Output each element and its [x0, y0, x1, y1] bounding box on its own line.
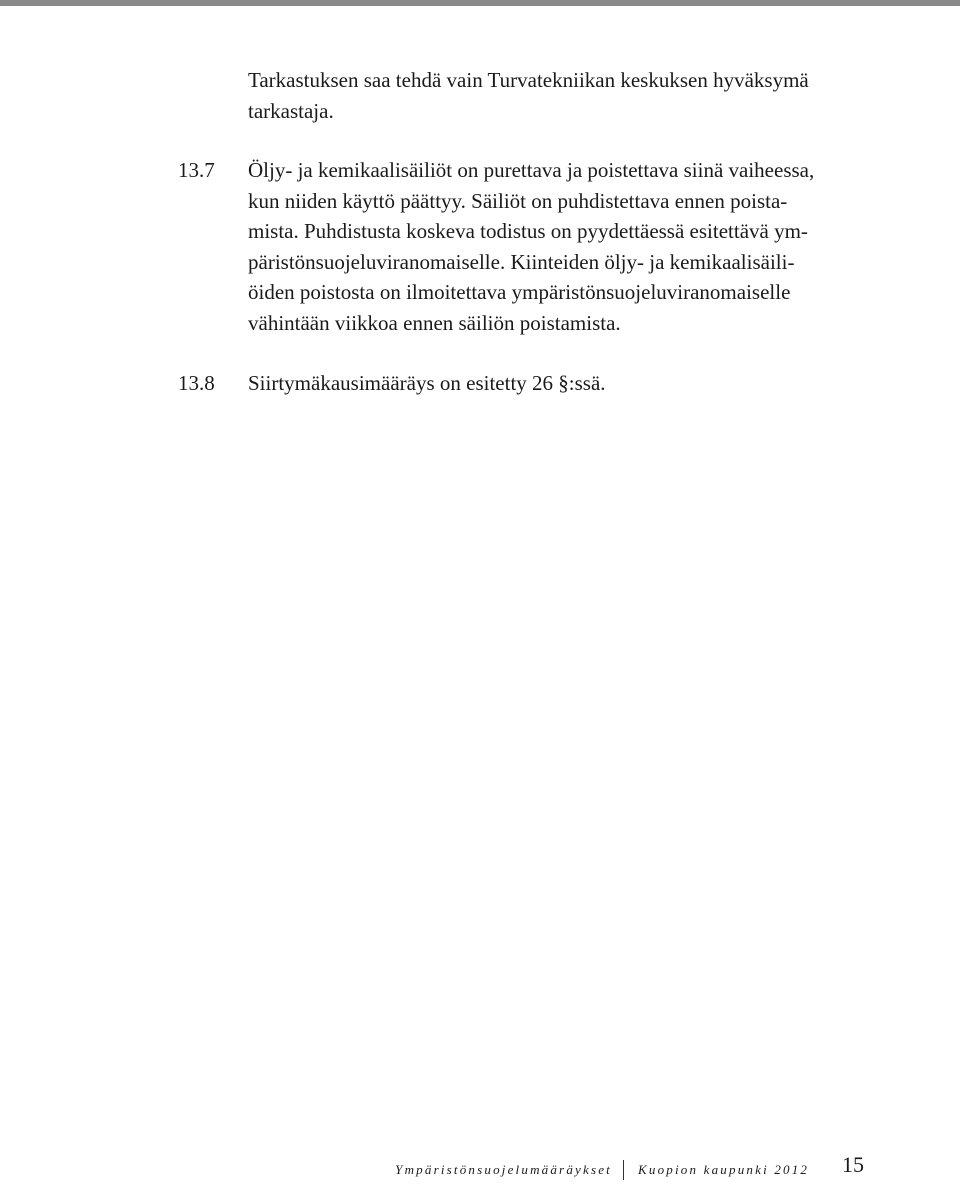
section-text	[248, 368, 606, 399]
text-line: vähintään viikkoa ennen säiliön poistamista.	[248, 310, 621, 335]
intro-paragraph	[248, 65, 809, 126]
text-line: mista. Puhdistusta koskeva todistus on pyydettäessä esitettävä ym-	[248, 219, 808, 243]
page-number: 15	[842, 1152, 864, 1177]
section-number: 13.7	[178, 158, 215, 182]
footer-publisher: Kuopion kaupunki 2012	[638, 1162, 810, 1177]
text-line: Tarkastuksen saa tehdä vain Turvatekniikan keskuksen hyväksymä	[248, 68, 809, 92]
text-line: Öljy- ja kemikaalisäiliöt on purettava ja poistettava siinä vaiheessa,	[248, 158, 815, 182]
section-number: 13.8	[178, 371, 215, 395]
section-text	[248, 155, 814, 338]
text-line: Siirtymäkausimääräys on esitetty 26 §:ssä.	[248, 371, 606, 395]
footer-publication-title: Ympäristönsuojelumääräykset	[395, 1162, 612, 1177]
text-line: päristönsuojeluviranomaiselle. Kiinteiden öljy- ja kemikaalisäili-	[248, 249, 795, 274]
text-line: tarkastaja.	[248, 98, 334, 123]
page-footer	[0, 1152, 960, 1188]
text-line: öiden poistosta on ilmoitettava ympäristönsuojeluviranomaiselle	[248, 280, 791, 304]
footer-separator	[623, 1160, 624, 1180]
text-line: kun niiden käyttö päättyy. Säiliöt on puhdistettava ennen poista-	[248, 188, 788, 213]
